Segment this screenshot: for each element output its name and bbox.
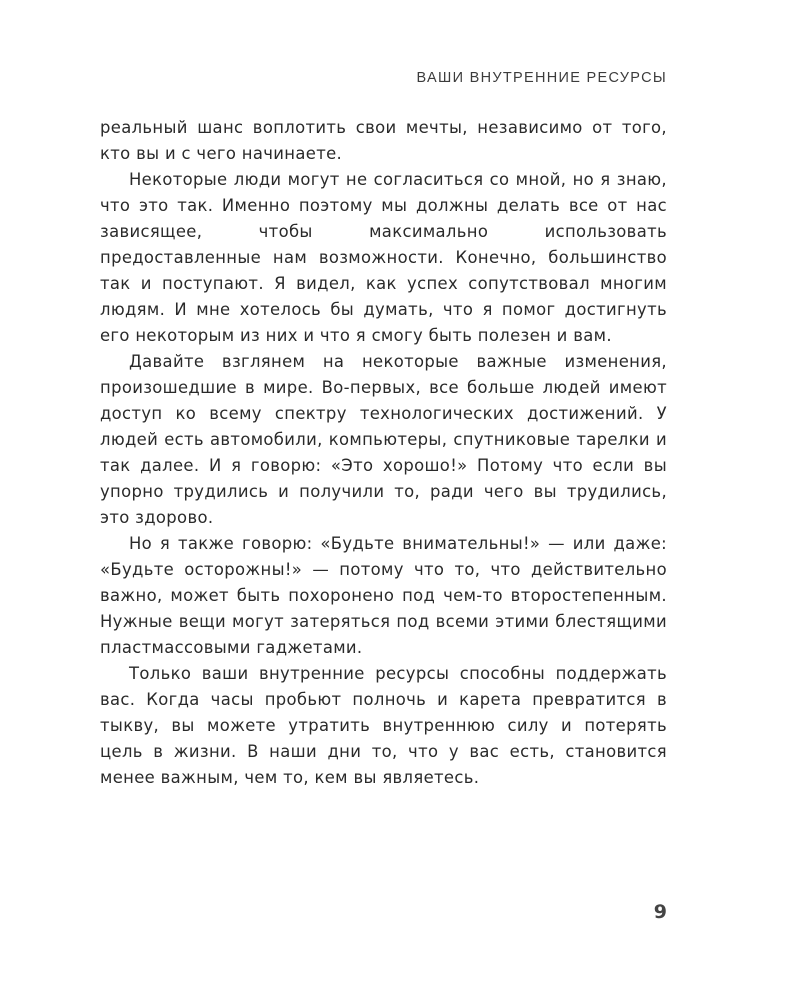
running-head-title: ВАШИ ВНУТРЕННИЕ РЕСУРСЫ	[416, 70, 667, 86]
paragraph-4: Но я также говорю: «Будьте внимательны!» — или даже: «Будьте осторожны!» — потому что то, что действительно важно, может быть похоронено под чем-то второстепенным. Нужные вещи могут затеряться под всеми этими блестящими пластмассовыми гаджетами.	[100, 534, 667, 657]
paragraph-3: Давайте взглянем на некоторые важные изменения, произошедшие в мире. Во-первых, все больше людей имеют доступ ко всему спектру технологических достижений. У людей есть автомобили, компьютеры, спутниковые тарелки и так далее. И я говорю: «Это хорошо!» Потому что если вы упорно трудились и получили то, ради чего вы трудились, это здорово.	[100, 352, 667, 527]
paragraph-2: Некоторые люди могут не согласиться со мной, но я знаю, что это так. Именно поэтому мы должны делать все от нас зависящее, чтобы максимально использовать предоставленные нам возможности. Конечно, большинство так и поступают. Я видел, как успех сопутствовал многим людям. И мне хотелось бы думать, что я помог достигнуть его некоторым из них и что я смогу быть полезен и вам.	[100, 170, 667, 345]
paragraph-1: реальный шанс воплотить свои мечты, независимо от того, кто вы и с чего начинаете.	[100, 118, 667, 163]
page-number: 9	[653, 901, 667, 923]
body-text	[100, 115, 667, 791]
paragraph-5: Только ваши внутренние ресурсы способны поддержать вас. Когда часы пробьют полночь и карета превратится в тыкву, вы можете утратить внутреннюю силу и потерять цель в жизни. В наши дни то, что у вас есть, становится менее важным, чем то, кем вы являетесь.	[100, 664, 667, 787]
